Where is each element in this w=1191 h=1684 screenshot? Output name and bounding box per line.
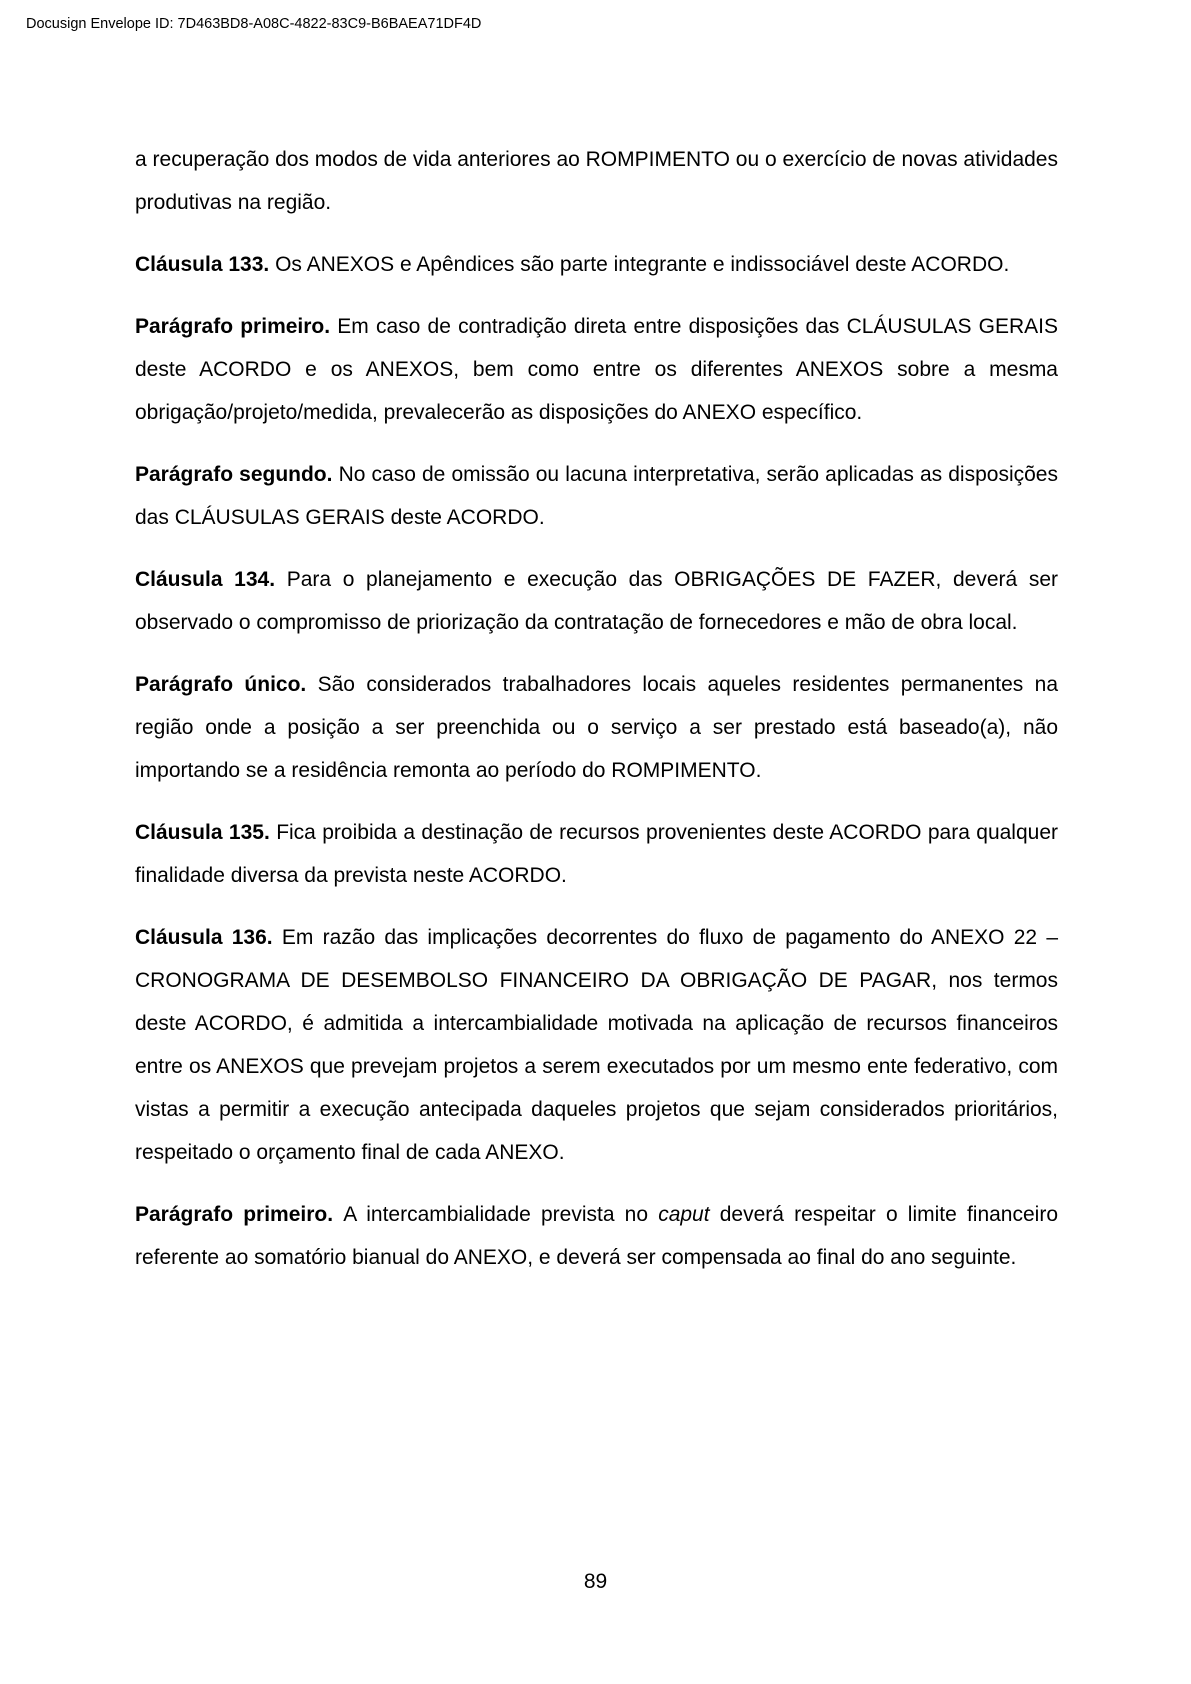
paragraph-lead: Parágrafo segundo. [135,463,339,486]
paragraph [135,305,1058,434]
paragraph-lead: Cláusula 134. [135,568,287,591]
document-body [135,138,1058,1298]
paragraph [135,243,1058,286]
paragraph-lead: Cláusula 136. [135,926,282,949]
paragraph [135,138,1058,224]
paragraph-text: A intercambialidade prevista no [343,1203,659,1226]
paragraph-lead: Parágrafo primeiro. [135,1203,344,1226]
paragraph-text: deverá respeitar o limite financeiro referente ao somatório bianual do ANEXO, e deverá ser compensada ao final do ano seguinte. [135,1203,1059,1269]
paragraph [135,811,1058,897]
paragraph-lead: Parágrafo primeiro. [135,315,338,338]
paragraph-text: Os ANEXOS e Apêndices são parte integrante e indissociável deste ACORDO. [275,253,1010,276]
paragraph-text: Em caso de contradição direta entre disposições das CLÁUSULAS GERAIS deste ACORDO e os ANEXOS, bem como entre os diferentes ANEXOS sobre a mesma obrigação/projeto/medida, prevalecerão as disposições do ANEXO específico. [135,315,1059,424]
paragraph-text: Em razão das implicações decorrentes do fluxo de pagamento do ANEXO 22 – CRONOGRAMA DE DESEMBOLSO FINANCEIRO DA OBRIGAÇÃO DE PAGAR, nos termos deste ACORDO, é admitida a intercambialidade motivada na aplicação de recursos financeiros entre os ANEXOS que prevejam projetos a serem executados por um mesmo ente federativo, com vistas a permitir a execução antecipada daqueles projetos que sejam considerados prioritários, respeitado o orçamento final de cada ANEXO. [135,926,1058,1164]
paragraph-lead: Parágrafo único. [135,673,318,696]
docusign-envelope-id: Docusign Envelope ID: 7D463BD8-A08C-4822-83C9-B6BAEA71DF4D [26,16,482,32]
paragraph-lead: Cláusula 135. [135,821,277,844]
page-number: 89 [583,1570,608,1593]
paragraph [135,453,1058,539]
paragraph-text: São considerados trabalhadores locais aqueles residentes permanentes na região onde a posição a ser preenchida ou o serviço a ser prestado está baseado(a), não importando se a residência remonta ao período do ROMPIMENTO. [135,673,1058,782]
paragraph-text: Fica proibida a destinação de recursos provenientes deste ACORDO para qualquer finalidade diversa da prevista neste ACORDO. [135,821,1058,887]
paragraph-text: Para o planejamento e execução das OBRIGAÇÕES DE FAZER, deverá ser observado o compromisso de priorização da contratação de fornecedores e mão de obra local. [135,568,1058,634]
paragraph [135,663,1058,792]
paragraph [135,1193,1058,1279]
paragraph-text: a recuperação dos modos de vida anteriores ao ROMPIMENTO ou o exercício de novas atividades produtivas na região. [135,148,1058,214]
paragraph [135,916,1058,1174]
paragraph-lead: Cláusula 133. [135,253,276,276]
paragraph-text: No caso de omissão ou lacuna interpretativa, serão aplicadas as disposições das CLÁUSULAS GERAIS deste ACORDO. [135,463,1058,529]
paragraph [135,558,1058,644]
paragraph-text: caput [658,1203,710,1226]
